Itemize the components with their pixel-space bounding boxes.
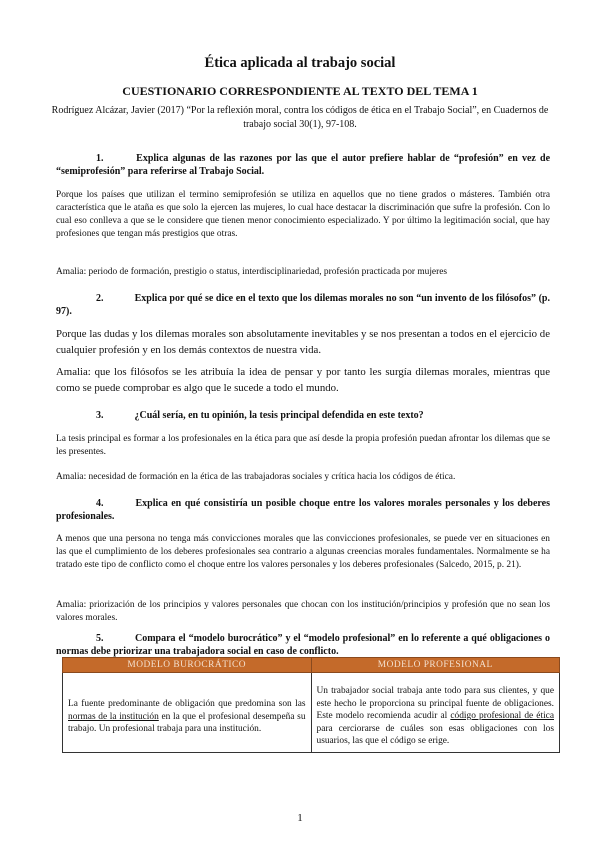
amalia-note-1: Amalia: periodo de formación, prestigio o status, interdisciplinariedad, profesión practicada por mujeres	[56, 267, 448, 277]
question-3: 3. ¿Cuál sería, en tu opinión, la tesis principal defendida en este texto?	[96, 410, 424, 421]
question-5: 5. Compara el “modelo burocrático” y el “modelo profesional” en lo referente a qué obligaciones o normas debe priorizar una trabajadora social en caso de conflicto.	[56, 633, 551, 657]
header-professional-model: MODELO PROFESIONAL	[311, 658, 560, 673]
page-number: 1	[297, 812, 303, 824]
cell-bureaucratic-model: La fuente predominante de obligación que predomina son las normas de la institución en la que el profesional desempeña su trabajo. Un profesional trabaja para una institución.	[63, 673, 312, 753]
question-2-text: Explica por qué se dice en el texto que los dilemas morales no son “un invento de los filósofos” (p. 97).	[56, 293, 550, 317]
cell-professional-model: Un trabajador social trabaja ante todo para sus clientes, y que este hecho le proporciona su principal fuente de obligaciones. Este modelo recomienda acudir al código profesional de ética para cerciorarse de cuáles son esas obligaciones con los usuarios, las que el código se erige.	[311, 673, 560, 753]
amalia-note-2: Amalia: que los filósofos se les atribuía la idea de pensar y por tanto les surgía dilemas morales, mientras que como se puede comprobar es algo que le sucede a todo el mundo.	[56, 366, 550, 394]
bibliographic-reference: Rodríguez Alcázar, Javier (2017) “Por la reflexión moral, contra los códigos de ética en el Trabajo Social”, en Cuadernos de trabajo social 30(1), 97-108.	[51, 105, 549, 130]
question-1-text: Explica algunas de las razones por las que el autor prefiere hablar de “profesión” en vez de “semiprofesión” para referirse al Trabajo Social.	[56, 153, 551, 177]
question-4: 4. Explica en qué consistiría un posible choque entre los valores morales personales y los deberes profesionales.	[56, 498, 550, 522]
amalia-note-3: Amalia: necesidad de formación en la ética de las trabajadoras sociales y crítica hacia los códigos de ética.	[56, 472, 456, 482]
answer-1: Porque los países que utilizan el termino semiprofesión se utiliza en aquellos que no tiene grados o másteres. También otra característica que le ataña es que solo la ejercen las mujeres, lo cual hace destacar la discriminación que sufre la profesión. Con lo cual eso conlleva a que se le considere que tienen menor conocimiento especializado. Y por último la legitimación social, que hay profesiones que tengan más prestigios que otras.	[56, 190, 550, 239]
document-subtitle: CUESTIONARIO CORRESPONDIENTE AL TEXTO DEL TEMA 1	[122, 84, 478, 98]
underlined-term: normas de la institución	[68, 711, 159, 722]
question-4-text: Explica en qué consistiría un posible choque entre los valores morales personales y los deberes profesionales.	[56, 498, 550, 522]
question-1: 1. Explica algunas de las razones por las que el autor prefiere hablar de “profesión” en vez de “semiprofesión” para referirse al Trabajo Social.	[56, 153, 551, 177]
question-5-text: Compara el “modelo burocrático” y el “modelo profesional” en lo referente a qué obligaciones o normas debe priorizar una trabajadora social en caso de conflicto.	[56, 633, 551, 657]
models-comparison-table	[62, 657, 560, 753]
answer-3: La tesis principal es formar a los profesionales en la ética para que así desde la propia profesión puedan afrontar los dilemas que se les presentes.	[56, 434, 550, 457]
document-title: Ética aplicada al trabajo social	[204, 55, 396, 71]
header-bureaucratic-model: MODELO BUROCRÁTICO	[63, 658, 312, 673]
question-3-text: ¿Cuál sería, en tu opinión, la tesis principal defendida en este texto?	[134, 410, 424, 421]
question-2: 2. Explica por qué se dice en el texto que los dilemas morales no son “un invento de los filósofos” (p. 97).	[56, 293, 550, 317]
amalia-note-4: Amalia: priorización de los principios y valores personales que chocan con los institución/principios y profesión que no sean los valores morales.	[56, 600, 550, 623]
answer-2: Porque las dudas y los dilemas morales son absolutamente inevitables y se nos presentan a todos en el ejercicio de cualquier profesión y en los demás contextos de nuestra vida.	[56, 328, 550, 356]
underlined-term: código profesional de ética	[450, 711, 554, 721]
answer-4: A menos que una persona no tenga más convicciones morales que las convicciones profesionales, se puede ver en situaciones en las que el cumplimiento de los deberes profesionales sea contrario a algunas creencias morales fundamentales. Normalmente se ha tratado este tipo de conflicto como el choque entre los valores personales y los deberes profesionales (Salcedo, 2015, p. 21).	[56, 534, 550, 570]
